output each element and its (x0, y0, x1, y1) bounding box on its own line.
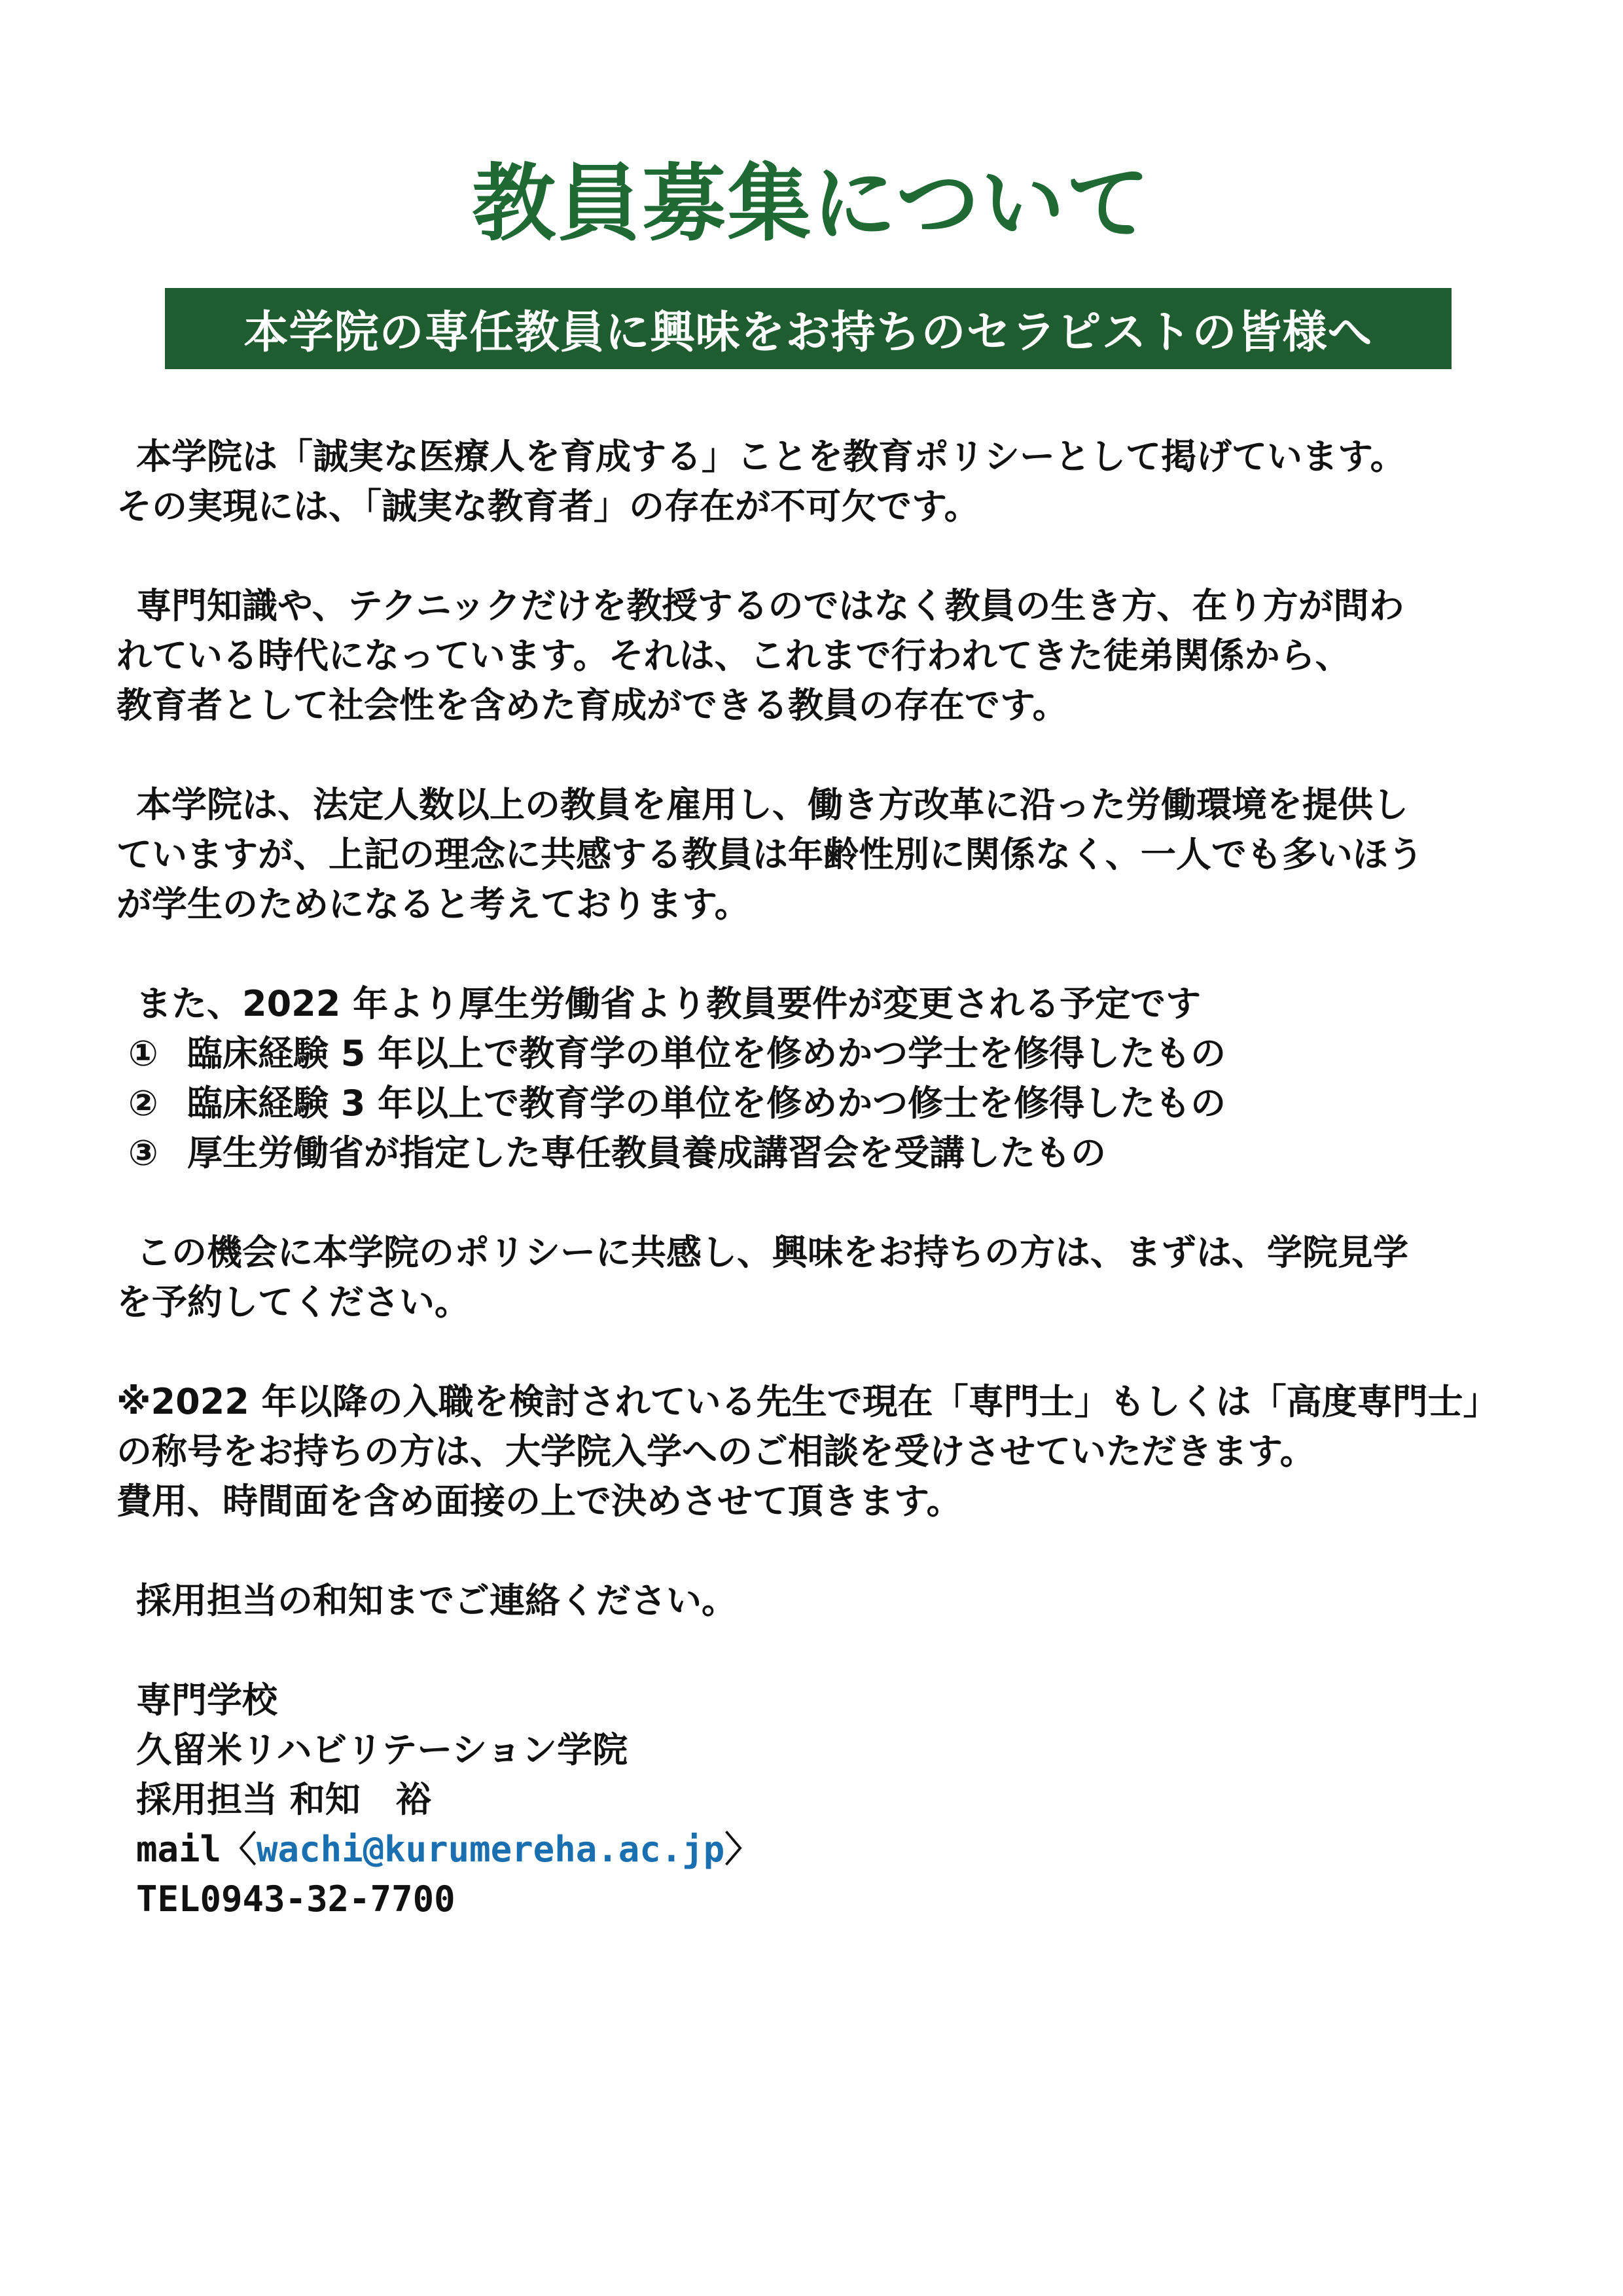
paragraph-visit (116, 1228, 1582, 1327)
list-number: ③ (128, 1132, 158, 1174)
school-name: 久留米リハビリテーション学院 (136, 1729, 628, 1770)
paragraph-environment (116, 780, 1582, 929)
text-line: 費用、時間面を含め面接の上で決めさせて頂きます。 (116, 1480, 962, 1522)
banner-text: 本学院の専任教員に興味をお持ちのセラピストの皆様へ (243, 306, 1373, 359)
paragraph-policy (116, 432, 1582, 531)
text-line: ていますが、上記の理念に共感する教員は年齢性別に関係なく、一人でも多いほう (116, 834, 1423, 875)
list-item-text: 臨床経験 5 年以上で教育学の単位を修めかつ学士を修得したもの (187, 1033, 1226, 1074)
subtitle-banner (165, 288, 1452, 369)
text-line: を予約してください。 (116, 1282, 470, 1323)
text-line: この機会に本学院のポリシーに共感し、興味をお持ちの方は、まずは、学院見学 (136, 1232, 1408, 1273)
email-line (116, 1825, 1582, 1874)
paragraph-contact-request (116, 1576, 1582, 1626)
mail-label: mail〈 (136, 1829, 257, 1870)
contact-block (116, 1676, 1582, 1924)
text-line: 採用担当の和知までご連絡ください。 (136, 1580, 737, 1621)
list-item-text: 厚生労働省が指定した専任教員養成講習会を受講したもの (187, 1132, 1106, 1174)
list-item (116, 1079, 1582, 1128)
text-line: その実現には、「誠実な教育者」の存在が不可欠です。 (116, 486, 980, 527)
requirements-intro: また、2022 年より厚生労働省より教員要件が変更される予定です (136, 983, 1202, 1024)
list-number: ② (128, 1083, 158, 1124)
text-line: 本学院は、法定人数以上の教員を雇用し、働き方改革に沿った労働環境を提供し (136, 784, 1408, 825)
text-line: れている時代になっています。それは、これまで行われてきた徒弟関係から、 (116, 635, 1351, 676)
page-title: 教員募集について (472, 155, 1151, 253)
telephone: TEL0943-32-7700 (136, 1878, 455, 1920)
paragraph-era (116, 581, 1582, 730)
text-line: ※2022 年以降の入職を検討されている先生で現在「専門士」もしくは「高度専門士」 (116, 1381, 1499, 1422)
mail-close: 〉 (724, 1829, 760, 1870)
email-link[interactable]: wachi@kurumereha.ac.jp (257, 1829, 725, 1870)
text-line: 教育者として社会性を含めた育成ができる教員の存在です。 (116, 685, 1068, 726)
list-item (116, 1029, 1582, 1079)
paragraph-graduate-note (116, 1377, 1582, 1526)
list-number: ① (128, 1033, 158, 1074)
school-type: 専門学校 (136, 1679, 277, 1721)
text-line: 本学院は「誠実な医療人を育成する」ことを教育ポリシーとして掲げています。 (136, 436, 1406, 477)
text-line: 専門知識や、テクニックだけを教授するのではなく教員の生き方、在り方が問わ (136, 585, 1404, 626)
list-item-text: 臨床経験 3 年以上で教育学の単位を修めかつ修士を修得したもの (187, 1083, 1226, 1124)
paragraph-requirements (116, 979, 1582, 1178)
text-line: の称号をお持ちの方は、大学院入学へのご相談を受けさせていただきます。 (116, 1431, 1315, 1472)
contact-person: 採用担当 和知 裕 (136, 1779, 431, 1820)
list-item (116, 1128, 1582, 1178)
text-line: が学生のためになると考えております。 (116, 884, 750, 925)
document-body (116, 432, 1582, 1974)
